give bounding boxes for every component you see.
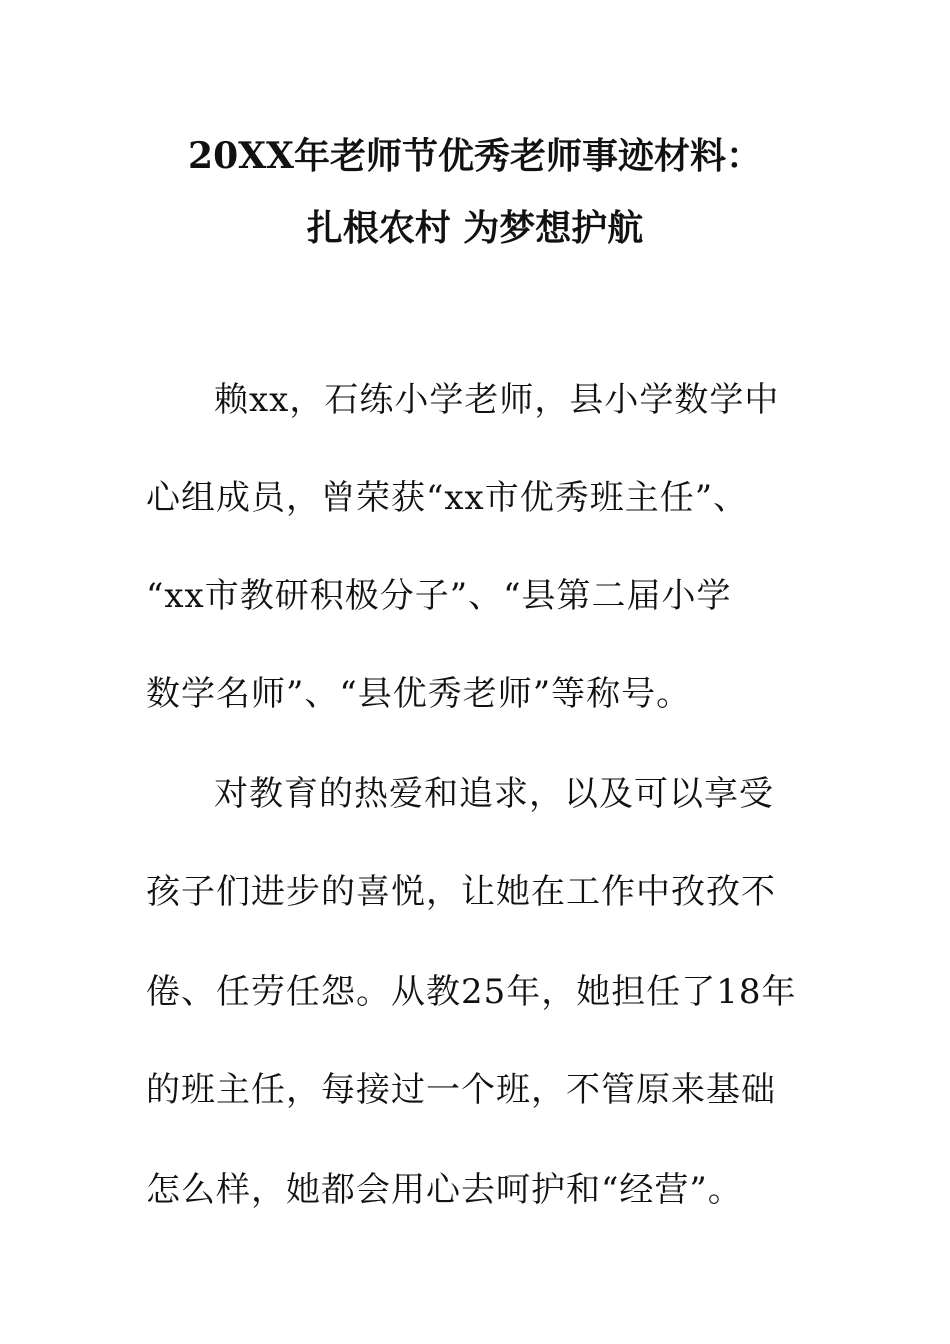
body-line-5: 对教育的热爱和追求，以及可以享受	[214, 774, 774, 814]
document-title-line-1: 20XX年老师节优秀老师事迹材料：	[188, 135, 762, 177]
body-line-9: 怎么样，她都会用心去呵护和“经营”。	[146, 1170, 743, 1210]
body-line-8: 的班主任，每接过一个班，不管原来基础	[146, 1070, 776, 1110]
body-line-2: 心组成员，曾荣获“xx市优秀班主任”、	[146, 478, 749, 518]
document-title-line-2: 扎根农村 为梦想护航	[306, 207, 644, 249]
body-line-4: 数学名师”、“县优秀老师”等称号。	[146, 674, 692, 714]
body-line-1: 赖xx，石练小学老师，县小学数学中	[214, 380, 780, 420]
body-line-7: 倦、任劳任怨。从教25年，她担任了18年	[146, 972, 797, 1012]
body-line-3: “xx市教研积极分子”、“县第二届小学	[146, 576, 732, 616]
body-line-6: 孩子们进步的喜悦，让她在工作中孜孜不	[146, 872, 776, 912]
